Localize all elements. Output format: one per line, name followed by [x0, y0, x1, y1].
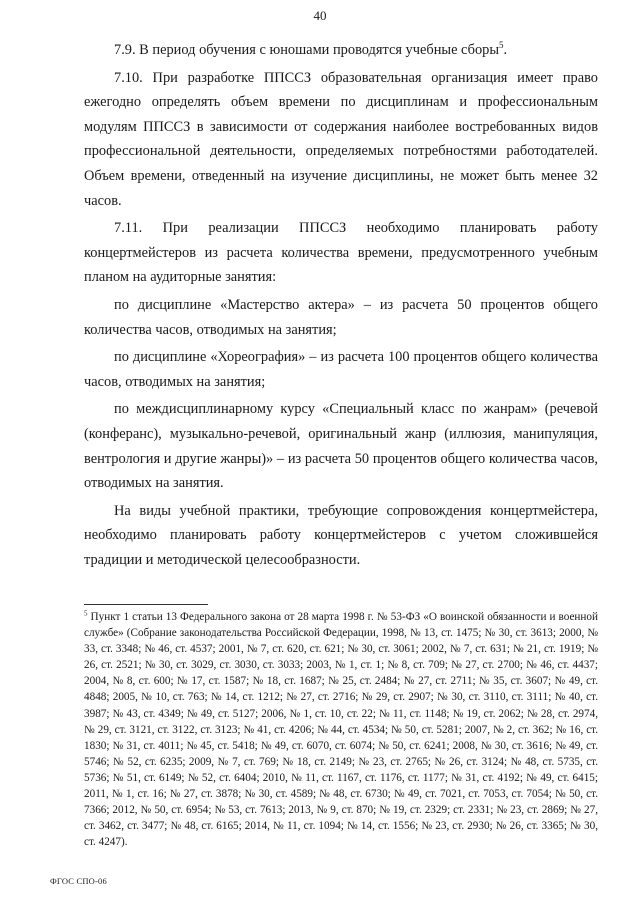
- list-item-choreography: по дисциплине «Хореография» – из расчета 100 процентов общего количества часов, отводимых на занятия;: [84, 349, 598, 390]
- footnote: [84, 609, 598, 850]
- list-item-acting: по дисциплине «Мастерство актера» – из расчета 50 процентов общего количества часов, отводимых на занятия;: [84, 296, 598, 338]
- paragraph-7-9-text: 7.9. В период обучения с юношами проводятся учебные сборы: [114, 42, 499, 58]
- footnote-divider: [84, 604, 208, 605]
- page-number: 40: [313, 8, 327, 23]
- paragraph-practice: На виды учебной практики, требующие сопровождения концертмейстера, необходимо планировать работу концертмейстеров с учетом сложившейся традиции и методической целесообразности.: [84, 502, 598, 568]
- paragraph-7-9: [84, 38, 598, 63]
- footnote-reference[interactable]: 5: [499, 40, 504, 51]
- paragraph-7-10: 7.10. При разработке ППССЗ образовательная организация имеет право ежегодно определять объем времени по дисциплинам и профессиональным модулям ППССЗ в зависимости от содержания наиболее востребованных видов профессиональной деятельности, определяемых потребностями работодателей. Объем времени, отведенный на изучение дисциплины, не может быть менее 32 часов.: [84, 69, 598, 209]
- document-code: ФГОС СПО-06: [50, 876, 107, 886]
- footnote-text: Пункт 1 статьи 13 Федерального закона от 28 марта 1998 г. № 53-ФЗ «О воинской обязанности и военной службе» (Собрание законодательства Российской Федерации, 1998, № 13, ст. 1475; № 30, ст. 3613; 2000, № 33, ст. 3348; № 46, ст. 4537; 2001, № 7, ст. 620, ст. 621; № 30, ст. 3061; 2002, № 7, ст. 631; № 21, ст. 1919; № 26, ст. 2521; № 30, ст. 3029, ст. 3030, ст. 3033; 2003, № 1, ст. 1; № 8, ст. 709; № 27, ст. 2700; № 46, ст. 4437; 2004, № 8, ст. 600; № 17, ст. 1587; № 18, ст. 1687; № 25, ст. 2484; № 27, ст. 2711; № 35, ст. 3607; № 49, ст. 4848; 2005, № 10, ст. 763; № 14, ст. 1212; № 27, ст. 2716; № 29, ст. 2907; № 30, ст. 3110, ст. 3111; № 40, ст. 3987; № 43, ст. 4349; № 49, ст. 5127; 2006, № 1, ст. 10, ст. 22; № 11, ст. 1148; № 19, ст. 2062; № 28, ст. 2974, № 29, ст. 3121, ст. 3122, ст. 3123; № 41, ст. 4206; № 44, ст. 4534; № 50, ст. 5281; 2007, № 2, ст. 362; № 16, ст. 1830; № 31, ст. 4011; № 45, ст. 5418; № 49, ст. 6070, ст. 6074; № 50, ст. 6241; 2008, № 30, ст. 3616; № 49, ст. 5746; № 52, ст. 6235; 2009, № 7, ст. 769; № 18, ст. 2149; № 23, ст. 2765; № 26, ст. 3124; № 48, ст. 5735, ст. 5736; № 51, ст. 6149; № 52, ст. 6404; 2010, № 11, ст. 1167, ст. 1176, ст. 1177; № 31, ст. 4192; № 49, ст. 6415; 2011, № 1, ст. 16; № 27, ст. 3878; № 30, ст. 4589; № 48, ст. 6730; № 49, ст. 7021, ст. 7053, ст. 7054; № 50, ст. 7366; 2012, № 50, ст. 6954; № 53, ст. 7613; 2013, № 9, ст. 870; № 19, ст. 2329; ст. 2331; № 23, ст. 2869; № 27, ст. 3462, ст. 3477; № 48, ст. 6165; 2014, № 11, ст. 1094; № 14, ст. 1556; № 23, ст. 2930; № 26, ст. 3365; № 30, ст. 4247).: [84, 611, 598, 849]
- document-body: [84, 38, 598, 572]
- paragraph-7-9-tail: .: [503, 42, 508, 58]
- footnote-marker: 5: [84, 609, 88, 618]
- list-item-genre-class: по междисциплинарному курсу «Специальный класс по жанрам» (речевой (конферанс), музыкально-речевой, оригинальный жанр (иллюзия, манипуляция, вентрология и другие жанры)» – из расчета 50 процентов общего количества часов, отводимых на занятия.: [84, 401, 598, 492]
- paragraph-7-11: 7.11. При реализации ППССЗ необходимо планировать работу концертмейстеров из расчета количества времени, предусмотренного учебным планом на аудиторные занятия:: [84, 220, 598, 286]
